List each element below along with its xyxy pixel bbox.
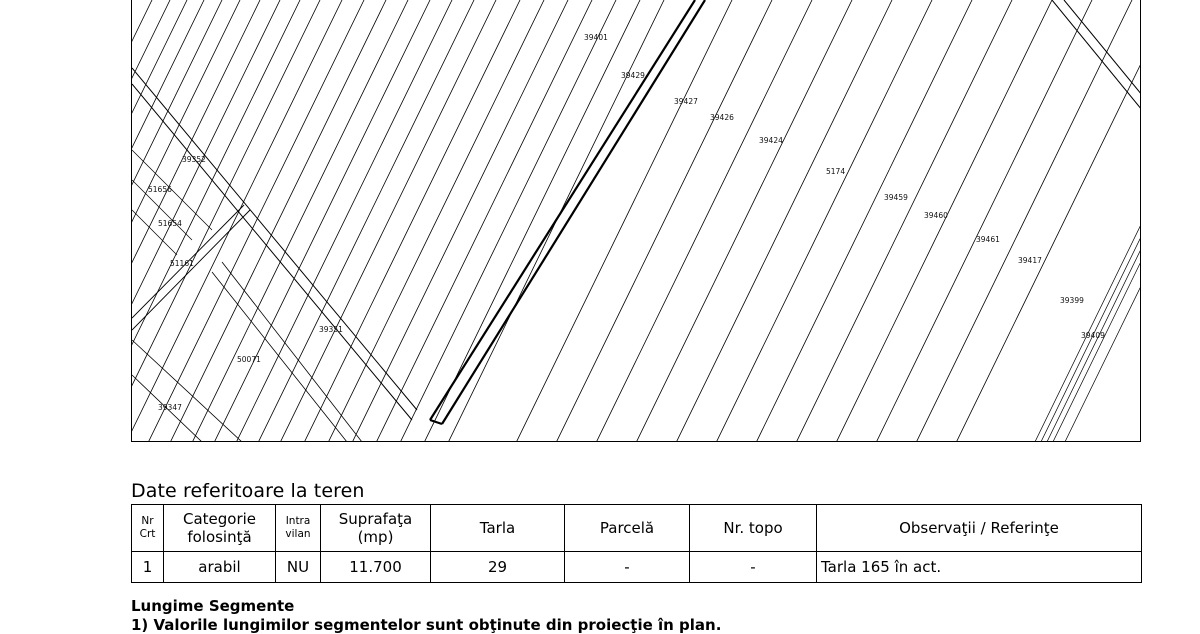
- parcel-number-label: 39399: [1060, 296, 1084, 305]
- parcel-boundary: [876, 0, 1092, 442]
- parcel-boundary: [222, 262, 362, 442]
- parcel-boundary: [352, 0, 568, 442]
- parcel-number-label: 50071: [237, 355, 261, 364]
- header-parcela: Parcelă: [565, 505, 690, 552]
- parcel-number-label: 51161: [170, 259, 194, 268]
- parcel-boundary: [636, 0, 852, 442]
- parcel-boundary: [132, 0, 240, 442]
- parcel-number-label: 5174: [826, 167, 846, 176]
- cell-tarla: 29: [431, 552, 565, 583]
- parcel-boundary: [236, 0, 452, 442]
- section-title: Date referitoare la teren: [131, 480, 365, 502]
- highlighted-parcel-edge: [430, 420, 442, 424]
- parcel-number-label: 39347: [158, 403, 182, 412]
- header-nr-crt: Nr Crt: [132, 505, 164, 552]
- parcel-boundary: [132, 0, 280, 442]
- parcel-boundary: [1053, 120, 1141, 442]
- segments-title: Lungime Segmente: [131, 597, 295, 615]
- parcel-number-label: 39427: [674, 97, 698, 106]
- parcel-boundary: [916, 0, 1132, 442]
- parcel-number-label: 39417: [1018, 256, 1042, 265]
- parcel-number-label: 39424: [759, 136, 783, 145]
- parcel-boundary: [756, 0, 972, 442]
- parcel-number-label: 39459: [884, 193, 908, 202]
- cell-categorie: arabil: [164, 552, 276, 583]
- parcel-boundary: [1047, 120, 1141, 442]
- highlighted-parcel-edge: [430, 0, 695, 420]
- header-observatii: Observaţii / Referinţe: [817, 505, 1142, 552]
- segments-note: 1) Valorile lungimilor segmentelor sunt obţinute din proiecţie în plan.: [131, 616, 722, 634]
- parcel-boundary: [376, 0, 592, 442]
- parcel-number-label: 39429: [621, 71, 645, 80]
- cell-suprafata: 11.700: [321, 552, 431, 583]
- header-categorie: Categorie folosinţă: [164, 505, 276, 552]
- parcel-boundary: [596, 0, 812, 442]
- parcel-number-label: 39409: [1081, 331, 1105, 340]
- parcel-boundary: [132, 0, 152, 442]
- header-nr-topo: Nr. topo: [690, 505, 817, 552]
- parcel-number-label: 39351: [319, 325, 343, 334]
- parcel-boundary: [400, 0, 616, 442]
- parcel-boundary: [304, 0, 520, 442]
- parcel-boundary: [132, 0, 260, 442]
- road-edge: [1064, 0, 1141, 95]
- parcel-boundary: [836, 0, 1052, 442]
- parcel-number-label: 39426: [710, 113, 734, 122]
- cadastral-map[interactable]: [131, 0, 1141, 442]
- table-row: [132, 552, 1142, 583]
- cell-nr-crt: 1: [132, 552, 164, 583]
- parcel-boundary: [676, 0, 892, 442]
- parcel-boundary: [796, 0, 1012, 442]
- road-edge: [132, 68, 417, 410]
- header-suprafata: Suprafaţa (mp): [321, 505, 431, 552]
- parcel-number-label: 51654: [158, 219, 182, 228]
- parcel-boundary: [1041, 120, 1141, 442]
- parcel-boundary: [258, 0, 474, 442]
- header-tarla: Tarla: [431, 505, 565, 552]
- parcel-number-label: 39460: [924, 211, 948, 220]
- parcel-boundary: [328, 0, 544, 442]
- parcel-boundary: [716, 0, 932, 442]
- parcel-number-label: 39401: [584, 33, 608, 42]
- header-intravilan: Intra vilan: [276, 505, 321, 552]
- parcel-number-label: 39352: [182, 155, 206, 164]
- cell-observatii: Tarla 165 în act.: [817, 552, 1142, 583]
- cell-parcela: -: [565, 552, 690, 583]
- table-header-row: [132, 505, 1142, 552]
- highlighted-parcel-edge: [442, 0, 705, 424]
- parcel-boundary: [516, 0, 732, 442]
- parcel-drawing: [132, 0, 1141, 442]
- parcel-number-label: 51656: [148, 185, 172, 194]
- parcel-boundary: [212, 272, 347, 442]
- cell-intravilan: NU: [276, 552, 321, 583]
- land-data-table: [131, 504, 1142, 583]
- parcel-number-label: 39461: [976, 235, 1000, 244]
- cell-nr-topo: -: [690, 552, 817, 583]
